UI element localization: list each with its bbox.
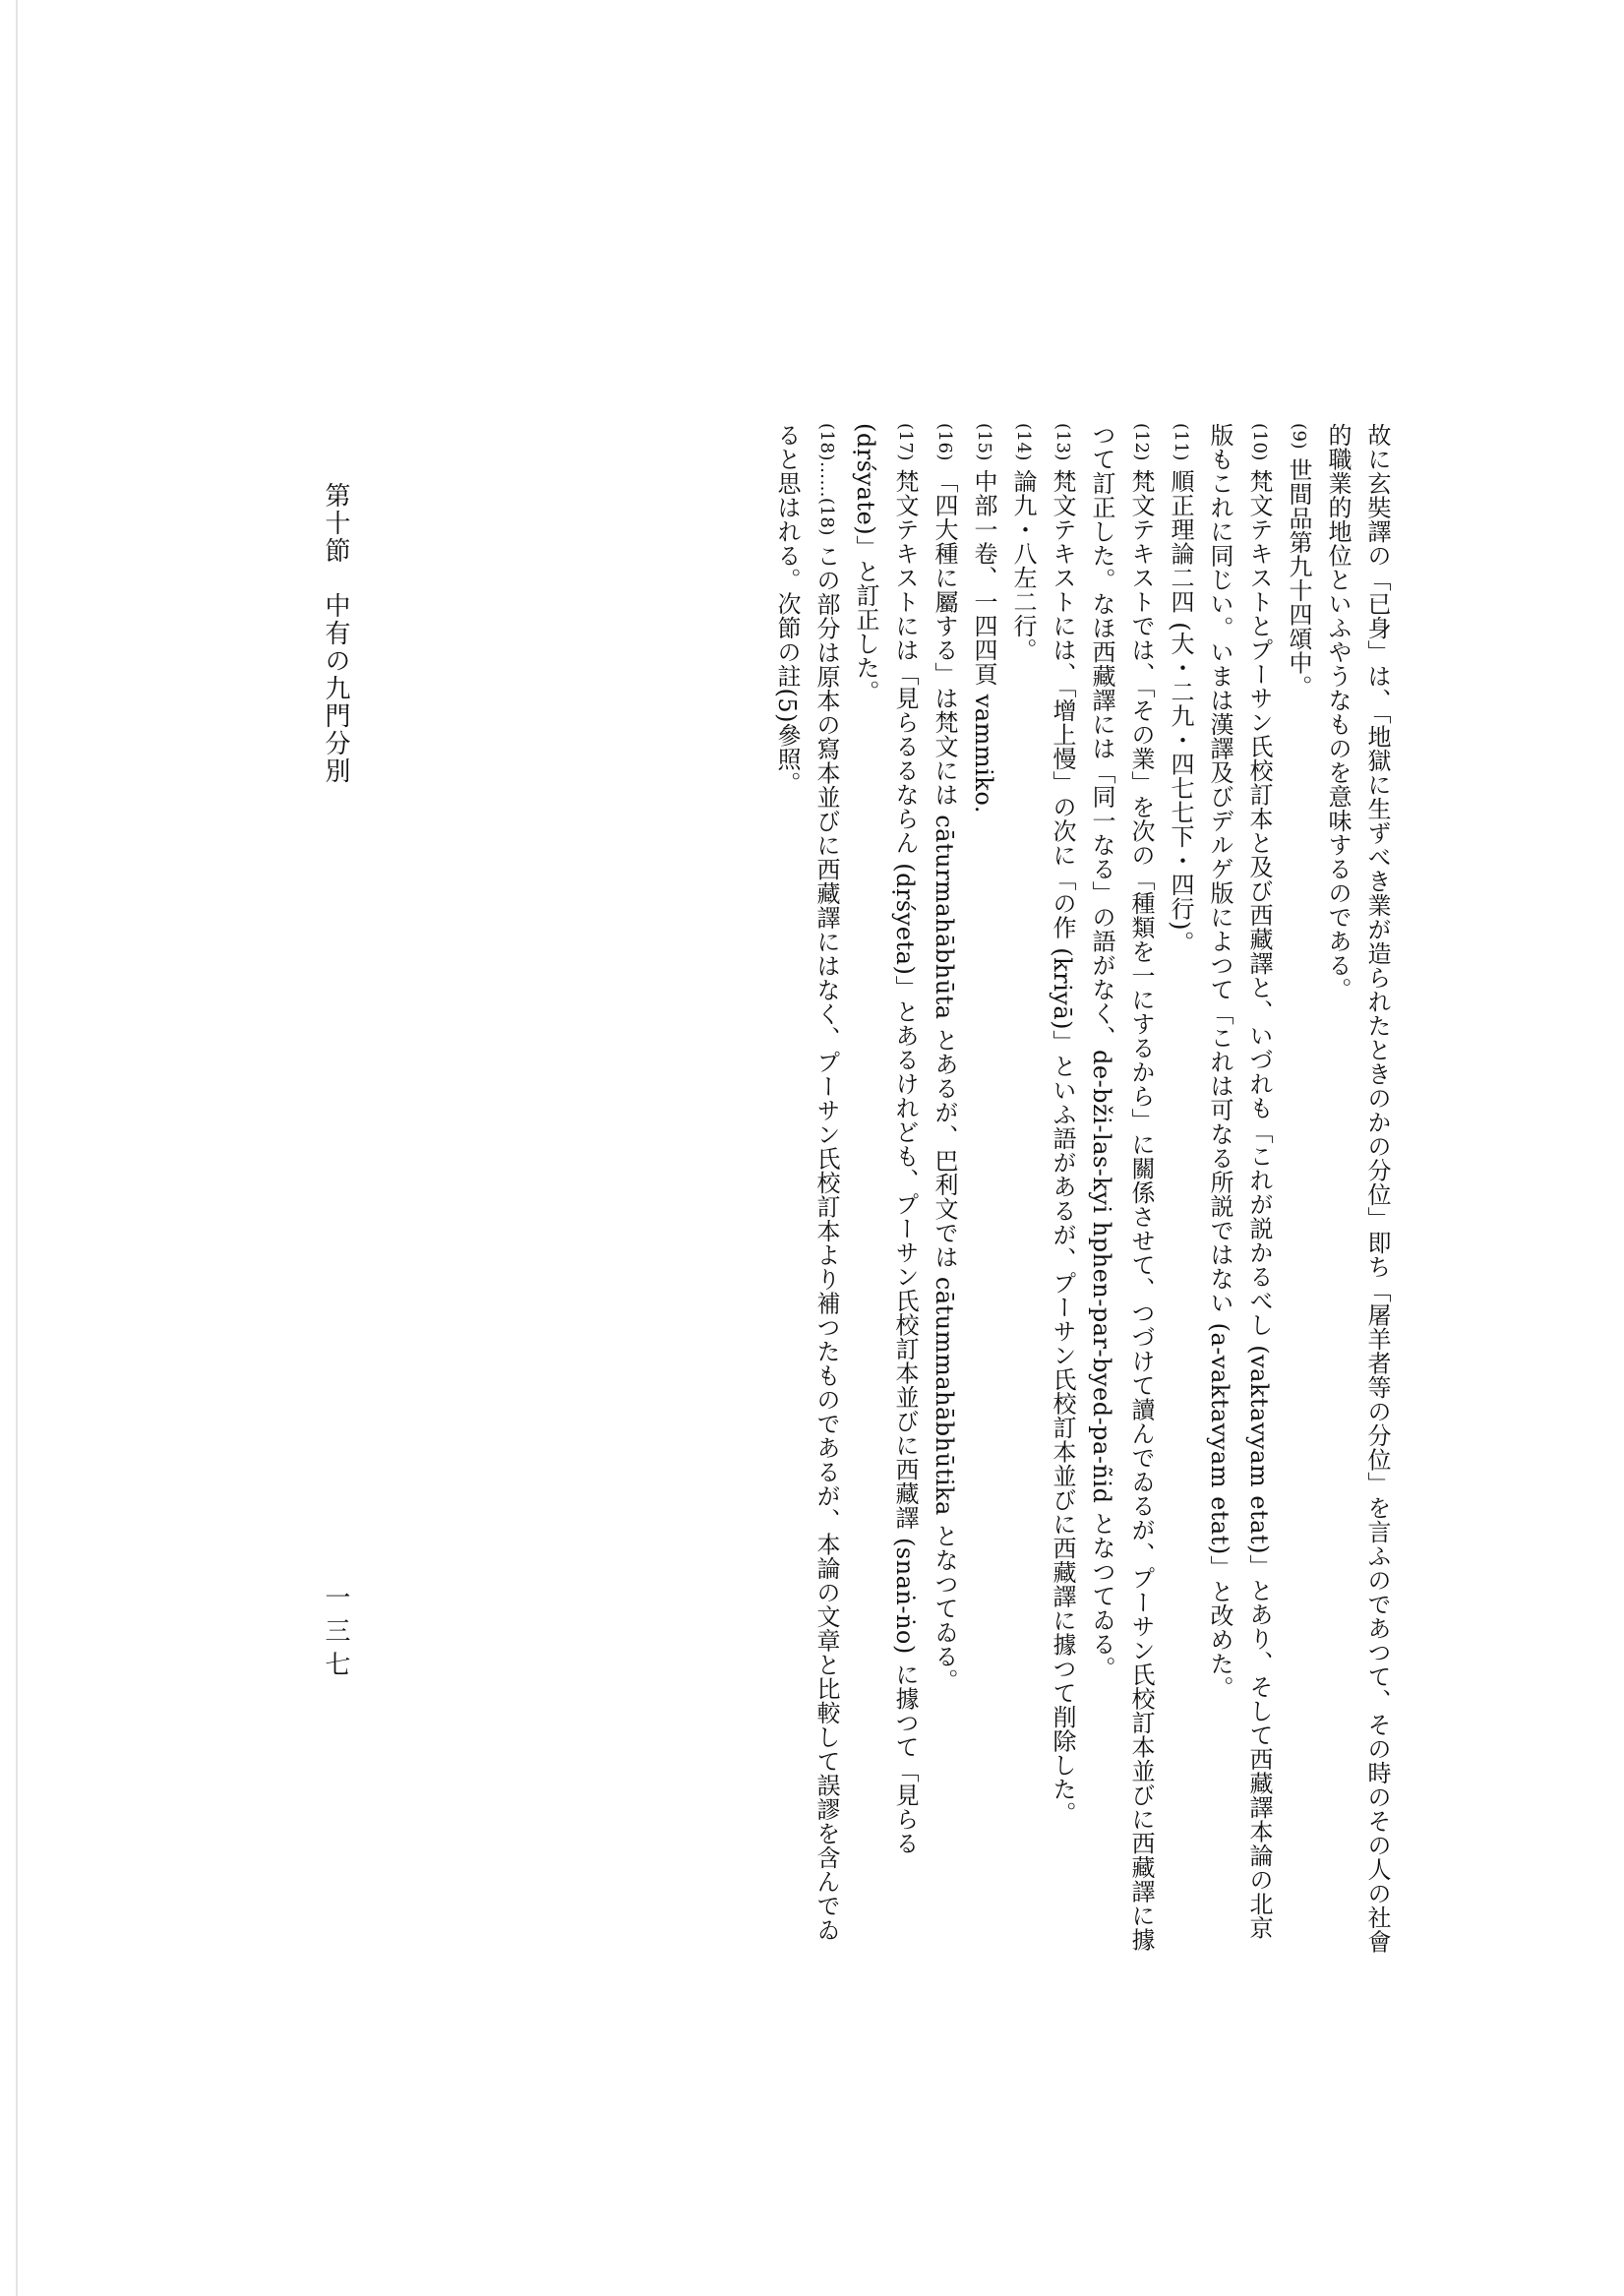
note-text: 梵文テキストには「見らるるならん (dṛśyeta)」とあるけれども、プーサン氏校訂本並びに西藏譯 (snaṅ-ṅo) に據つて「見らる (dṛśyate)」と訂正した。: [852, 423, 919, 1855]
note-9: [1279, 423, 1318, 1958]
note-number: (10): [1249, 423, 1270, 461]
note-10: [1200, 423, 1279, 1958]
note-18: [767, 423, 846, 1958]
note-text: 梵文テキストには、「增上慢」の次に「の作 (kriyā)」といふ語があるが、プーサン氏校訂本並びに西藏譯に據つて削除した。: [1049, 469, 1076, 1826]
note-number: (14): [1013, 423, 1034, 461]
page-body: [492, 423, 1397, 1958]
note-text: 梵文テキストでは、「その業」を次の「種類を一にするから」に關係させて、つづけて讀んでゐるが、プーサン氏校訂本並びに西藏譯に據つて訂正した。なほ西藏譯には「同一なる」の語がなく、de-bži-las-kyi hphen-par-byed-pa-ñid となつてゐる。: [1088, 423, 1155, 1953]
note-number: (16): [934, 423, 955, 461]
note-text: この部分は原本の寫本並びに西藏譯にはなく、プーサン氏校訂本より補つたものであるが、本論の文章と比較して誤謬を含んでゐると思はれる。次節の註(5)參照。: [773, 423, 840, 1943]
page-number: 一三七: [321, 1584, 350, 1684]
note-number: (9): [1289, 423, 1309, 450]
note-text: 順正理論二四 (大・二九・四七七下・四行)。: [1167, 469, 1194, 955]
scan-edge-mark: [16, 0, 18, 2296]
note-text: 世間品第九十四頌中。: [1285, 457, 1312, 699]
note-text: 論九・八左二行。: [1009, 469, 1037, 663]
note-16: [925, 423, 964, 1958]
note-12: [1082, 423, 1161, 1958]
note-number: (11): [1171, 423, 1191, 461]
note-number: (12): [1131, 423, 1152, 461]
note-number: (18)……(18): [816, 423, 837, 536]
note-text: 梵文テキストとプーサン氏校訂本と及び西藏譯と、いづれも「これが説かるべし (vaktavyam etat)」とあり、そして西藏譯本論の北京版もこれに同じい。いまは漢譯及びデルゲ版によつて「これは可なる所説ではない (a-vaktavyam etat)」と改めた。: [1206, 423, 1273, 1940]
note-number: (17): [895, 423, 916, 461]
running-footer-chapter-title: 第十節 中有の九門分別: [321, 482, 350, 785]
note-number: (15): [974, 423, 994, 461]
note-15: [964, 423, 1003, 1958]
note-number: (13): [1053, 423, 1073, 461]
note-17: [846, 423, 925, 1958]
note-14: [1003, 423, 1043, 1958]
note-text: 中部一卷、一四四頁 vammiko.: [970, 469, 997, 814]
note-11: [1161, 423, 1200, 1958]
note-13: [1043, 423, 1082, 1958]
main-paragraph: 故に玄奘譯の「已身」は、「地獄に生ずべき業が造られたときのかの分位」即ち「屠羊者等の分位」を言ふのであつて、その時のその人の社會的職業的地位といふやうなものを意味するのである。: [1324, 423, 1391, 1954]
note-text: 「四大種に屬する」は梵文には cāturmahābhūta とあるが、巴利文では cātummahābhūtika となつてゐる。: [931, 469, 958, 1693]
